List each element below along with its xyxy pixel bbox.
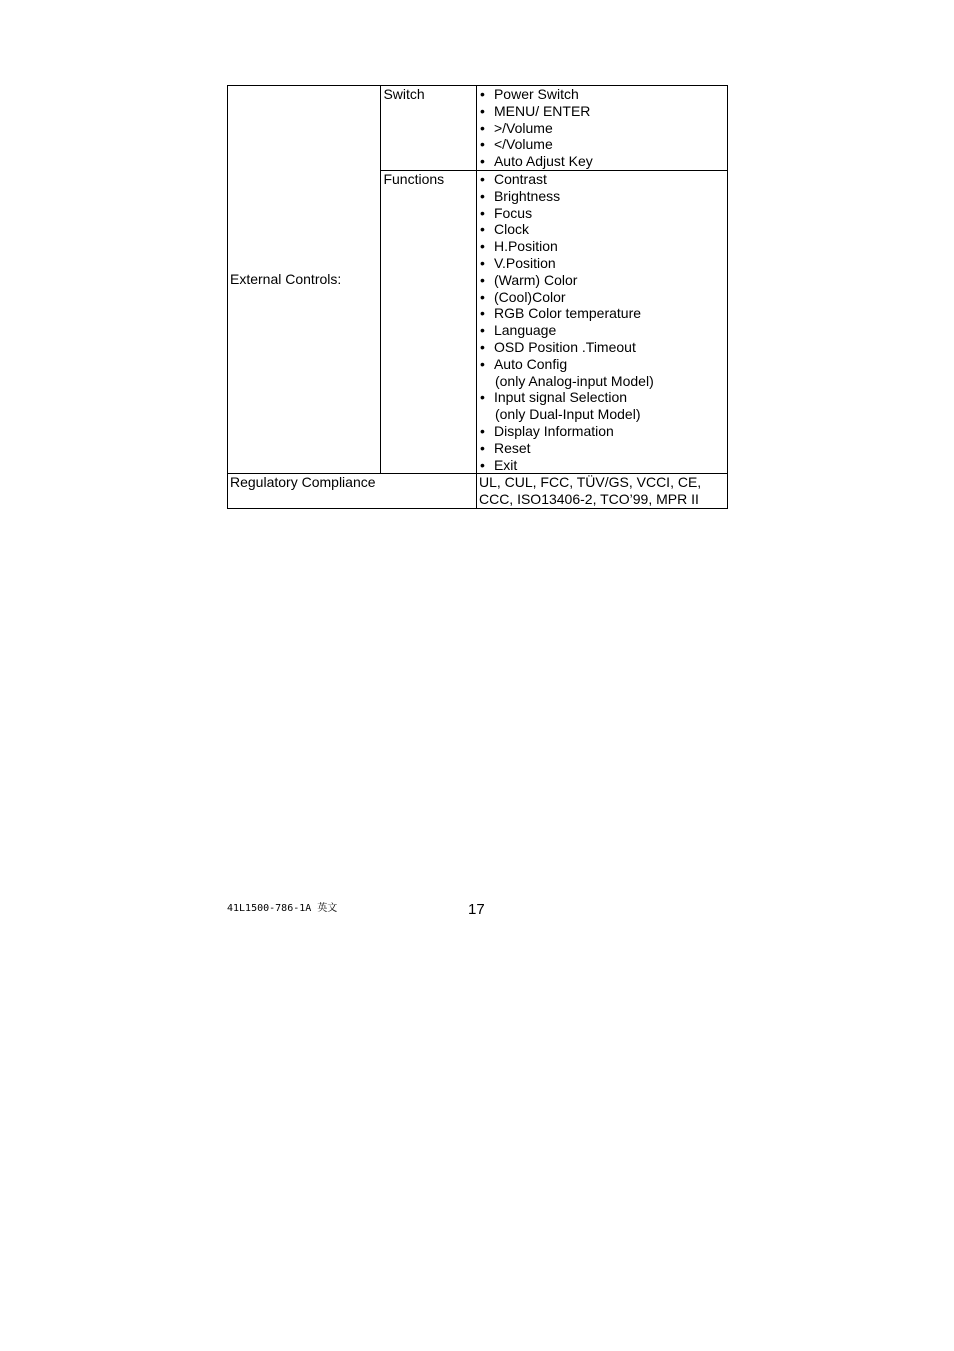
bullet-icon: • (479, 338, 485, 355)
list-item-text: (only Analog-input Model) (494, 372, 654, 389)
list-item-text: >/Volume (493, 119, 553, 136)
page-number: 17 (468, 901, 485, 918)
bullet-icon: • (479, 288, 485, 305)
list-item (479, 305, 727, 322)
list-item (479, 153, 727, 170)
list-item (479, 221, 727, 238)
list-item-text: MENU/ ENTER (493, 102, 591, 119)
bullet-icon: • (479, 305, 485, 322)
list-item (479, 356, 727, 373)
list-item (479, 136, 727, 153)
list-item-text: Power Switch (493, 86, 579, 102)
list-item (479, 389, 727, 406)
switch-list (479, 86, 727, 170)
bullet-icon: • (479, 355, 485, 372)
list-item (479, 188, 727, 205)
bullet-icon: • (479, 102, 485, 119)
list-item-text: Exit (493, 456, 518, 473)
list-item-text: </Volume (493, 136, 553, 153)
list-item (479, 406, 727, 423)
list-item (479, 272, 727, 289)
bullet-icon: • (479, 422, 485, 439)
list-item-text: OSD Position .Timeout (493, 338, 636, 355)
bullet-icon: • (479, 439, 485, 456)
switch-items-cell (476, 86, 727, 171)
list-item-text: Clock (493, 221, 529, 238)
bullet-icon: • (479, 204, 485, 221)
bullet-icon: • (479, 456, 485, 473)
bullet-icon: • (479, 119, 485, 136)
list-item-text: Display Information (493, 422, 614, 439)
switch-label: Switch (381, 86, 477, 171)
list-item-text: H.Position (493, 238, 558, 255)
list-item-text: RGB Color temperature (493, 305, 642, 322)
bullet-icon: • (479, 153, 485, 170)
list-item-text: (only Dual-Input Model) (494, 406, 641, 423)
list-item-text: (Cool)Color (493, 288, 566, 305)
regulatory-value (476, 474, 727, 509)
bullet-icon: • (479, 170, 485, 187)
list-item (479, 238, 727, 255)
list-item (479, 289, 727, 306)
bullet-icon: • (479, 86, 485, 102)
functions-label: Functions (381, 170, 477, 473)
bullet-icon: • (479, 322, 485, 339)
bullet-icon: • (479, 136, 485, 153)
list-item-text: Focus (493, 204, 533, 221)
list-item-text: Reset (493, 439, 531, 456)
list-item (479, 255, 727, 272)
list-item (479, 120, 727, 137)
bullet-icon: • (479, 221, 485, 238)
list-item (479, 205, 727, 222)
bullet-icon: • (479, 238, 485, 255)
list-item (479, 171, 727, 188)
table-row-regulatory (228, 474, 728, 509)
regulatory-line-1: UL, CUL, FCC, TÜV/GS, VCCI, CE, (478, 474, 702, 491)
list-item (479, 440, 727, 457)
list-item-text: Auto Config (493, 355, 568, 372)
table-row-switch (228, 86, 728, 171)
list-item-text: Auto Adjust Key (493, 153, 593, 170)
list-item (479, 86, 727, 103)
bullet-icon: • (479, 389, 485, 406)
regulatory-label: Regulatory Compliance (228, 474, 477, 509)
regulatory-line-2: CCC, ISO13406-2, TCO’99, MPR II (478, 491, 699, 508)
list-item (479, 457, 727, 474)
list-item-text: Input signal Selection (493, 389, 628, 406)
list-item (479, 373, 727, 390)
bullet-icon: • (479, 254, 485, 271)
functions-list (479, 171, 727, 473)
list-item-text: Language (493, 322, 557, 339)
list-item-text: Brightness (493, 187, 561, 204)
list-item (479, 339, 727, 356)
spec-table (227, 85, 728, 509)
list-item (479, 103, 727, 120)
document-code: 41L1500-786-1A 英文 (227, 903, 338, 914)
list-item (479, 322, 727, 339)
functions-items-cell (476, 170, 727, 473)
list-item-text: Contrast (493, 170, 547, 187)
bullet-icon: • (479, 271, 485, 288)
list-item-text: (Warm) Color (493, 271, 578, 288)
external-controls-label: External Controls: (228, 86, 381, 474)
bullet-icon: • (479, 187, 485, 204)
list-item-text: V.Position (493, 254, 556, 271)
list-item (479, 423, 727, 440)
